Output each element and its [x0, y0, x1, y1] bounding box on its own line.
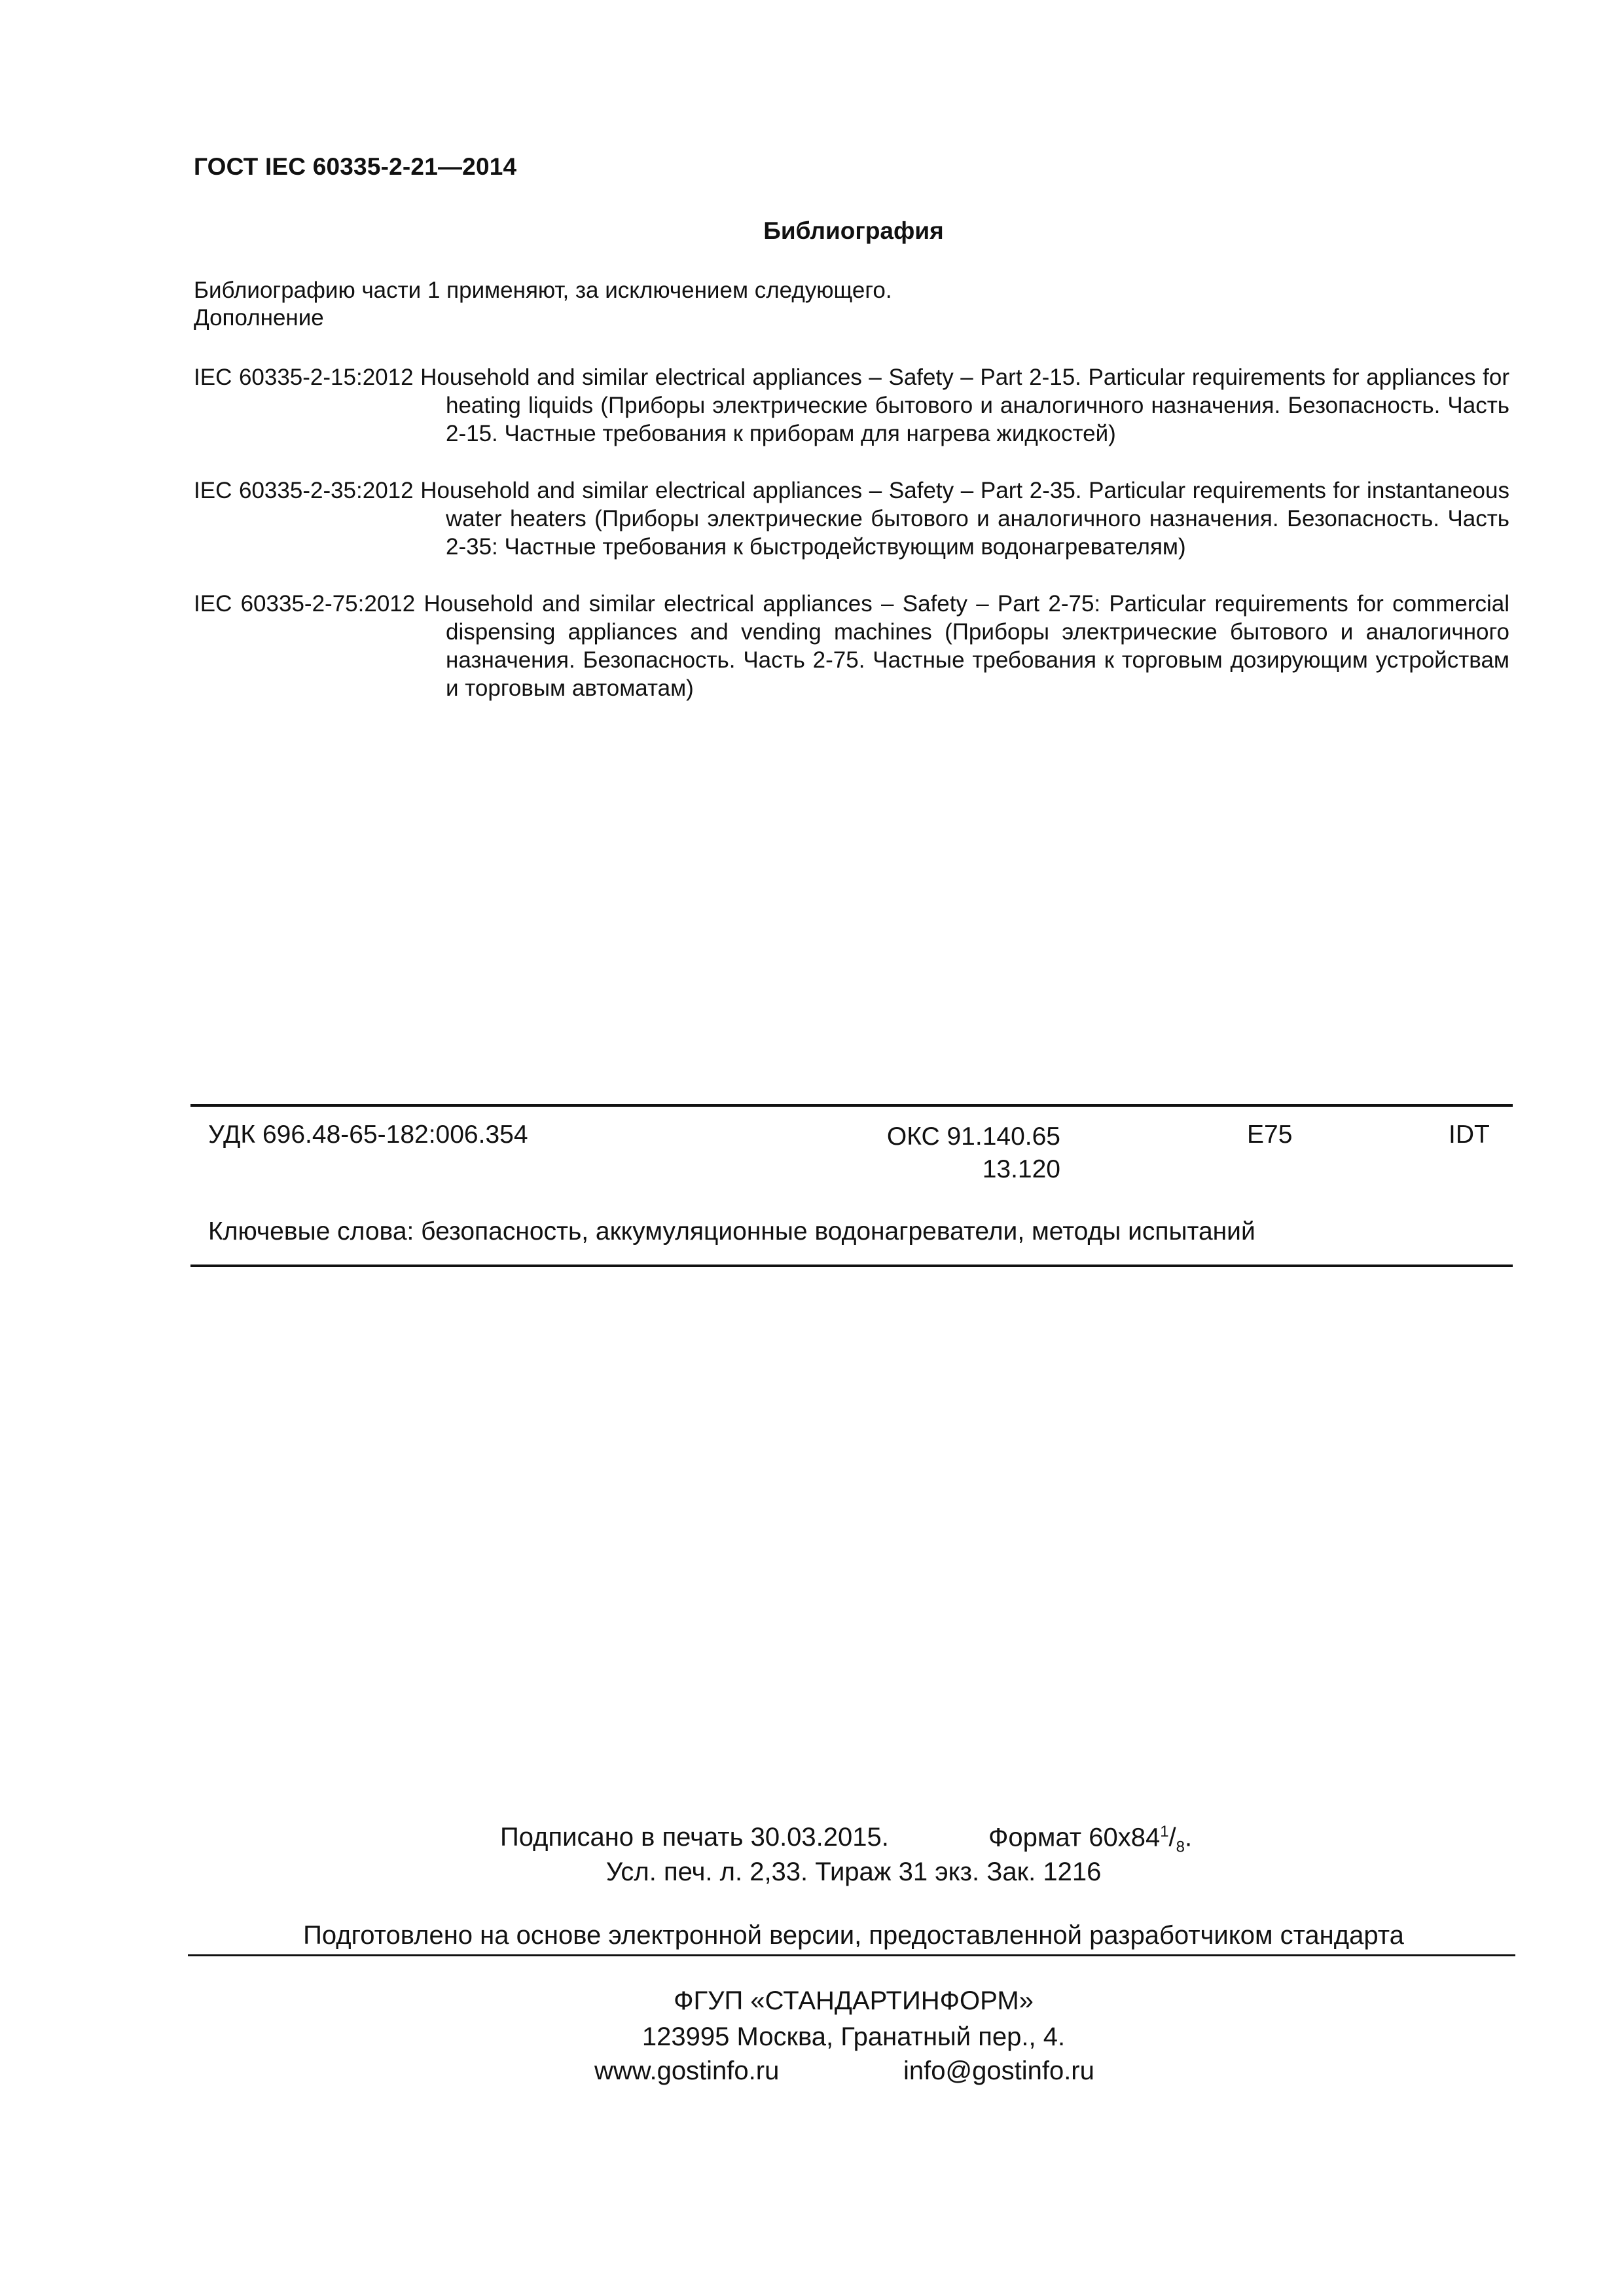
bottom-rule: [190, 1265, 1513, 1267]
publisher-website[interactable]: www.gostinfo.ru: [594, 2056, 780, 2085]
oks-code-secondary: 13.120: [982, 1155, 1060, 1183]
top-rule: [190, 1104, 1513, 1107]
signed-date: Подписано в печать 30.03.2015.: [500, 1823, 889, 1852]
print-details: Усл. печ. л. 2,33. Тираж 31 экз. Зак. 1216: [605, 1857, 1102, 1886]
prepared-note: Подготовлено на основе электронной версии, предоставленной разработчиком стандарта: [303, 1921, 1404, 1950]
paper-format: Формат $60x84^1/_8$.: [988, 1823, 1193, 1856]
oks-code-primary: ОКС 91.140.65: [886, 1122, 1060, 1151]
reference-item: IEC 60335-2-75:2012 Household and similar electrical appliances – Safety – Part 2-75: Particular requirements for commercial dispensing appliances and vending machines (Приборы электрические бытового и аналогичного назначения. Безопасность. Часть 2-75. Частные требования к торговым дозирующим устройствам и торговым автоматам): [194, 591, 1509, 701]
publisher-email[interactable]: info@gostinfo.ru: [903, 2056, 1094, 2085]
equivalence-degree: IDT: [1449, 1121, 1490, 1149]
reference-item: IEC 60335-2-15:2012 Household and similar electrical appliances – Safety – Part 2-15. Particular requirements for appliances for heating liquids (Приборы электрические бытового и аналогичного назначения. Безопасность. Часть 2-15. Частные требования к приборам для нагрева жидкостей): [194, 365, 1509, 446]
classification-code: E75: [1247, 1121, 1293, 1149]
document-code: ГОСТ IEC 60335-2-21—2014: [194, 153, 517, 180]
format-dot: .: [1185, 1823, 1193, 1852]
addition-label: Дополнение: [194, 305, 324, 331]
publisher-name: ФГУП «СТАНДАРТИНФОРМ»: [674, 1986, 1034, 2015]
format-numerator: 1: [1160, 1823, 1169, 1840]
keywords: Ключевые слова: безопасность, аккумуляционные водонагреватели, методы испытаний: [208, 1217, 1255, 1246]
udk-code: УДК 696.48-65-182:006.354: [208, 1121, 528, 1149]
publisher-address: 123995 Москва, Гранатный пер., 4.: [641, 2022, 1066, 2051]
oks-codes: [859, 1121, 1060, 1186]
bibliography-title: Библиография: [763, 217, 944, 244]
format-text: Формат 60x84: [988, 1823, 1161, 1852]
format-denominator: 8: [1176, 1838, 1185, 1856]
bibliography-intro: Библиографию части 1 применяют, за исключением следующего.: [194, 278, 892, 303]
imprint-rule: [188, 1954, 1515, 1956]
reference-item: IEC 60335-2-35:2012 Household and similar electrical appliances – Safety – Part 2-35. Particular requirements for instantaneous water heaters (Приборы электрические бытового и аналогичного назначения. Безопасность. Часть 2-35: Частные требования к быстродействующим водонагревателям): [194, 478, 1509, 560]
